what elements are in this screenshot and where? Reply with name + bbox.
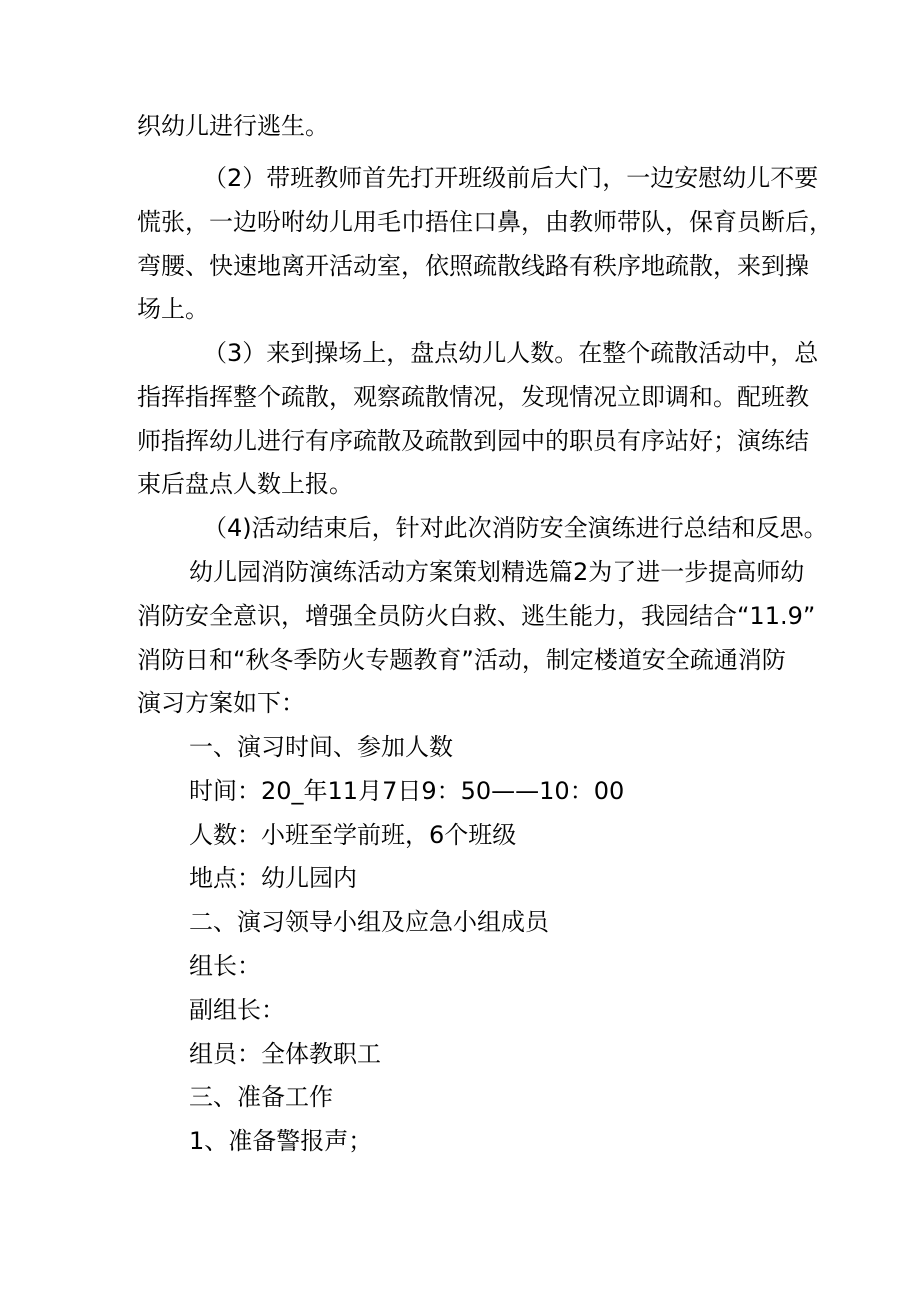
- text-line: 束后盘点人数上报。: [137, 470, 353, 498]
- section-heading: 一、演习时间、参加人数: [189, 733, 453, 761]
- text-line: 消防日和“秋冬季防火专题教育”活动，制定楼道安全疏通消防: [137, 646, 786, 674]
- text-line: 人数：小班至学前班，6个班级: [189, 821, 517, 849]
- text-line: 组员：全体教职工: [189, 1040, 381, 1068]
- text-line: 幼儿园消防演练活动方案策划精选篇2为了进一步提高师幼: [189, 558, 805, 586]
- text-line: 织幼儿进行逃生。: [137, 112, 329, 140]
- text-line: 演习方案如下：: [137, 689, 305, 717]
- text-line: 1、准备警报声；: [189, 1127, 373, 1155]
- text-line: 时间：20_年11月7日9：50——10：00: [189, 777, 625, 805]
- text-line: （4)活动结束后，针对此次消防安全演练进行总结和反思。: [203, 514, 828, 542]
- text-line: 副组长：: [189, 996, 285, 1024]
- text-line: （2）带班教师首先打开班级前后大门，一边安慰幼儿不要: [203, 164, 819, 192]
- text-line: 慌张，一边吩咐幼儿用毛巾捂住口鼻，由教师带队，保育员断后，: [137, 208, 833, 236]
- text-line: 组长：: [189, 952, 261, 980]
- text-line: （3）来到操场上，盘点幼儿人数。在整个疏散活动中，总: [203, 339, 819, 367]
- text-line: 场上。: [137, 295, 209, 323]
- text-line: 弯腰、快速地离开活动室，依照疏散线路有秩序地疏散，来到操: [137, 252, 809, 280]
- section-heading: 二、演习领导小组及应急小组成员: [189, 908, 549, 936]
- text-line: 指挥指挥整个疏散，观察疏散情况，发现情况立即调和。配班教: [137, 383, 809, 411]
- text-line: 师指挥幼儿进行有序疏散及疏散到园中的职员有序站好；演练结: [137, 427, 809, 455]
- text-line: 消防安全意识，增强全员防火白救、逃生能力，我园结合“11.9”: [137, 602, 816, 630]
- section-heading: 三、准备工作: [189, 1083, 333, 1111]
- text-line: 地点：幼儿园内: [189, 864, 357, 892]
